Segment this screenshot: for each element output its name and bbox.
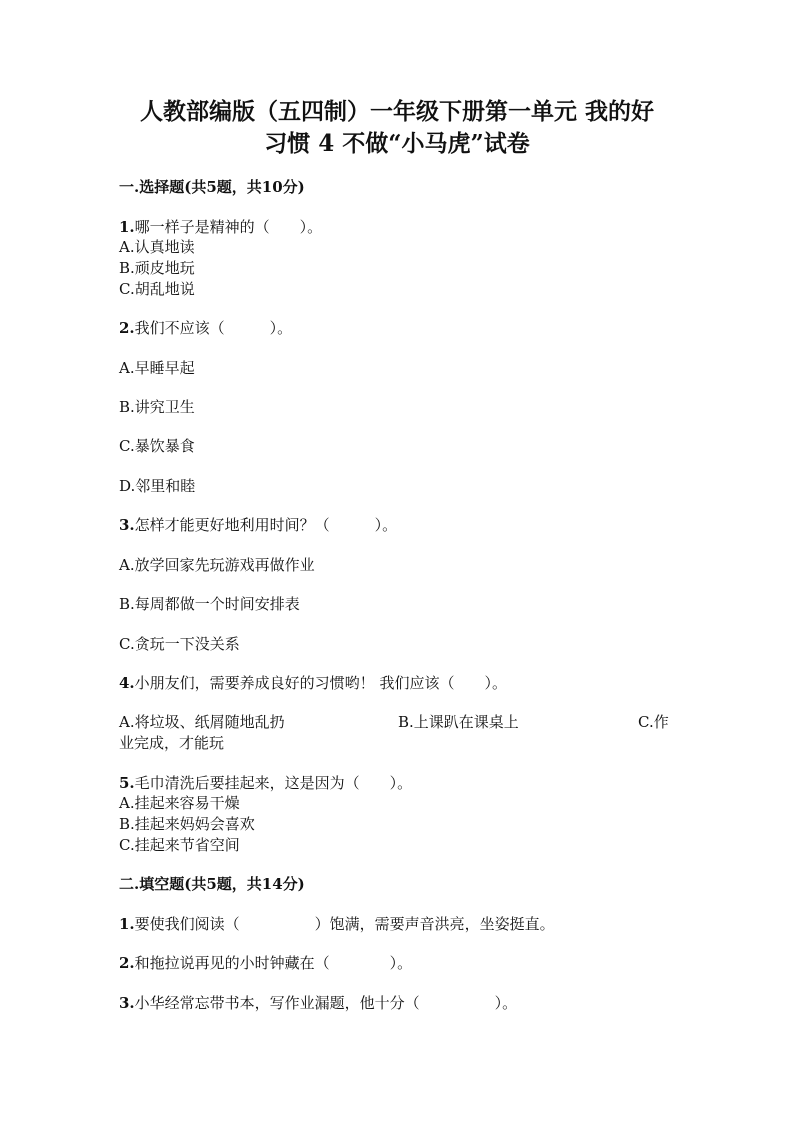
question-text: 和拖拉说再见的小时钟藏在（ ）。 (134, 954, 413, 972)
question-number: 1. (119, 915, 135, 933)
exam-title-line-1: 人教部编版（五四制）一年级下册第一单元 我的好 (139, 98, 654, 125)
question-2-option-b: B.讲究卫生 (119, 398, 195, 416)
question-5-stem (119, 773, 412, 793)
question-4-stem (119, 673, 507, 693)
question-4-option-c-start: C.作 (638, 713, 669, 731)
question-number: 1. (119, 218, 135, 236)
question-text: 我们不应该（ ）。 (134, 319, 293, 337)
question-4-option-b: B.上课趴在课桌上 (398, 713, 519, 731)
question-2-option-d: D.邻里和睦 (119, 477, 196, 495)
question-text: 怎样才能更好地利用时间？（ ）。 (134, 516, 398, 534)
question-1-option-c: C.胡乱地说 (119, 280, 195, 298)
question-5-option-b: B.挂起来妈妈会喜欢 (119, 815, 255, 833)
question-1-stem (119, 217, 322, 237)
section-heading-choice: 一.选择题(共5题，共10分) (119, 178, 305, 196)
question-text: 毛巾清洗后要挂起来，这是因为（ ）。 (134, 774, 413, 792)
question-3-option-b: B.每周都做一个时间安排表 (119, 595, 300, 613)
question-number: 4. (119, 674, 135, 692)
question-2-option-a: A.早睡早起 (119, 359, 195, 377)
section-heading-fill-in: 二.填空题(共5题，共14分) (119, 875, 305, 893)
question-text: 小朋友们，需要养成良好的习惯哟！ 我们应该（ ）。 (134, 674, 507, 692)
question-4-option-a: A.将垃圾、纸屑随地乱扔 (119, 713, 285, 731)
question-1-option-a: A.认真地读 (119, 238, 195, 256)
question-number: 3. (119, 994, 135, 1012)
fill-question-1 (119, 914, 555, 934)
fill-question-3 (119, 993, 517, 1013)
question-text: 小华经常忘带书本，写作业漏题，他十分（ ）。 (134, 994, 518, 1012)
question-4-option-c-continued: 业完成，才能玩 (119, 734, 225, 752)
question-3-option-a: A.放学回家先玩游戏再做作业 (119, 556, 315, 574)
exam-title-line-2: 习惯 4 不做“小马虎”试卷 (264, 130, 530, 157)
question-3-option-c: C.贪玩一下没关系 (119, 635, 240, 653)
question-number: 3. (119, 516, 135, 534)
question-2-stem (119, 318, 292, 338)
question-number: 2. (119, 954, 135, 972)
question-3-stem (119, 515, 397, 535)
question-1-option-b: B.顽皮地玩 (119, 259, 195, 277)
question-5-option-a: A.挂起来容易干燥 (119, 794, 240, 812)
question-text: 哪一样子是精神的（ ）。 (134, 218, 323, 236)
question-number: 5. (119, 774, 135, 792)
question-text: 要使我们阅读（ ）饱满，需要声音洪亮，坐姿挺直。 (134, 915, 555, 933)
fill-question-2 (119, 953, 412, 973)
question-number: 2. (119, 319, 135, 337)
question-5-option-c: C.挂起来节省空间 (119, 836, 240, 854)
question-2-option-c: C.暴饮暴食 (119, 437, 195, 455)
